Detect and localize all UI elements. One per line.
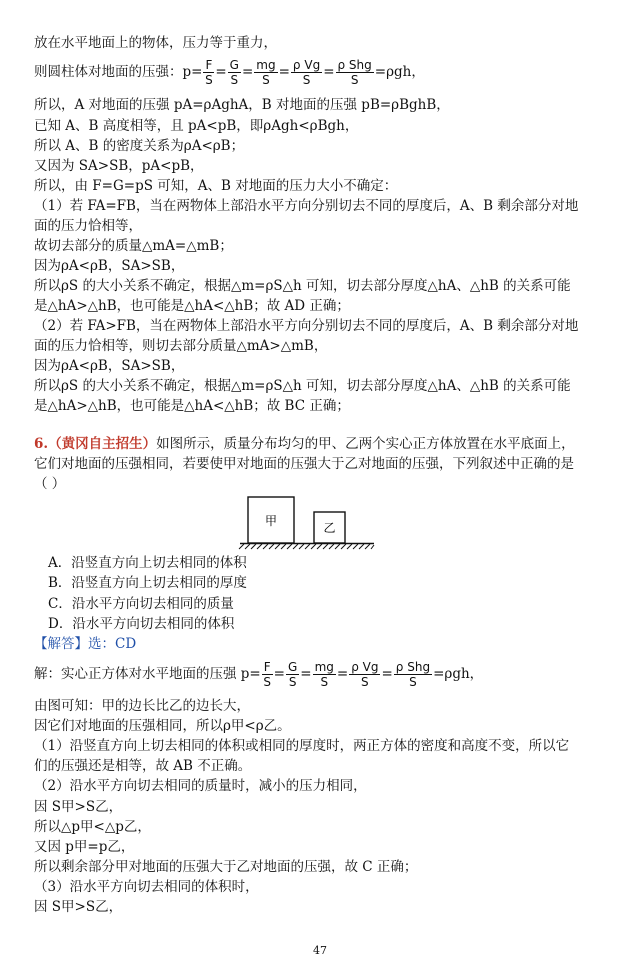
fraction: $\frac{F}{S}$: [205, 58, 213, 87]
option-b: B．沿竖直方向上切去相同的厚度: [48, 575, 247, 591]
solution-line: （2）沿水平方向切去相同的质量时，减小的压力相同，: [34, 778, 367, 794]
cubes-diagram: [236, 494, 378, 550]
text-line: 放在水平地面上的物体，压力等于重力，: [34, 35, 277, 51]
solution-line: 所以△p甲<△p乙，: [34, 819, 151, 835]
answer-bracket: （ ）: [34, 476, 66, 492]
answer-line: [34, 635, 136, 653]
question-text: 它们对地面的压强相同，若要使甲对地面的压强大于乙对地面的压强，下列叙述中正确的是: [34, 456, 574, 472]
option-d: D．沿水平方向切去相同的体积: [48, 616, 235, 632]
text-line: 又因为 SA>SB，pA<pB，: [34, 158, 204, 174]
fraction: $\frac{\text{ρ Vg}}{S}$: [351, 660, 379, 689]
question-number: 6.: [34, 436, 49, 452]
text-line: 因为ρA<ρB，SA>SB，: [34, 358, 185, 374]
text-line: 所以ρS 的大小关系不确定，根据△m=ρS△h 可知，切去部分厚度△hA、△hB 的关系可能: [34, 378, 571, 394]
solution-line: （3）沿水平方向切去相同的体积时，: [34, 879, 259, 895]
solution-line: 因 S甲>S乙，: [34, 899, 123, 915]
solution-line: 又因 p甲=p乙，: [34, 839, 135, 855]
page-number: 47: [313, 944, 327, 957]
ground-hatch: [239, 544, 374, 549]
formula-line-pressure: 则圆柱体对地面的压强：p= $\frac{F}{S}$ = $\frac{G}{S}$ = $\frac{mg}{S}$ = $\frac{\text{ρ Vg}}{S}$ = $\frac{\text{ρ Shg}}{S}$ =ρgh，: [34, 58, 425, 87]
text-line: 所以ρS 的大小关系不确定，根据△m=ρS△h 可知，切去部分厚度△hA、△hB 的关系可能: [34, 278, 571, 294]
text-line: 是△hA>△hB，也可能是△hA<△hB；故 AD 正确；: [34, 298, 350, 314]
solution-formula-line: 解：实心正方体对水平地面的压强 p= $\frac{F}{S}$ = $\frac{G}{S}$ = $\frac{mg}{S}$ = $\frac{\text{ρ Vg}}{S}$ = $\frac{\text{ρ Shg}}{S}$ =ρgh，: [34, 660, 484, 689]
fraction: $\frac{\text{ρ Vg}}{S}$: [292, 58, 321, 87]
fraction: $\frac{\text{ρ Shg}}{S}$: [395, 660, 431, 689]
solution-line: 们的压强还是相等，故 AB 不正确。: [34, 758, 252, 774]
formula-suffix: =ρgh，: [433, 666, 484, 682]
answer-choice: 选：CD: [88, 636, 137, 652]
solution-line: 由图可知：甲的边长比乙的边长大，: [34, 698, 250, 714]
solution-line: （1）沿竖直方向上切去相同的体积或相同的厚度时，两正方体的密度和高度不变，所以它: [34, 738, 570, 754]
text-line: 因为ρA<ρB，SA>SB，: [34, 258, 185, 274]
text-line: 是△hA>△hB，也可能是△hA<△hB；故 BC 正确；: [34, 398, 350, 414]
question-text: 如图所示，质量分布均匀的甲、乙两个实心正方体放置在水平底面上，: [156, 436, 575, 452]
option-a: A．沿竖直方向上切去相同的体积: [48, 555, 247, 571]
question-source: （黄冈自主招生）: [48, 436, 157, 452]
fraction: $\frac{F}{S}$: [263, 660, 272, 689]
text-line: （2）若 FA>FB，当在两物体上部沿水平方向分别切去不同的厚度后，A、B 剩余部分对地: [34, 318, 579, 334]
text-line: 已知 A、B 高度相等，且 pA<pB，即ρAgh<ρBgh，: [34, 118, 359, 134]
text-line: 所以 A、B 的密度关系为ρA<ρB；: [34, 138, 245, 154]
question-stem: [34, 435, 575, 453]
text-line: 所以，由 F=G=pS 可知，A、B 对地面的压力大小不确定：: [34, 178, 398, 194]
fraction: $\frac{G}{S}$: [287, 660, 298, 689]
text-line: 面的压力恰相等，: [34, 218, 142, 234]
fraction: $\frac{mg}{S}$: [256, 58, 276, 87]
formula-prefix: 解：实心正方体对水平地面的压强 p=: [34, 666, 261, 682]
solution-line: 因它们对地面的压强相同，所以ρ甲<ρ乙。: [34, 718, 291, 734]
solution-line: 因 S甲>S乙，: [34, 799, 123, 815]
fraction: $\frac{mg}{S}$: [314, 660, 334, 689]
text-line: 面的压力恰相等，则切去部分质量△mA>△mB，: [34, 338, 328, 354]
option-c: C．沿水平方向切去相同的质量: [48, 596, 234, 612]
text-line: 所以，A 对地面的压强 pA=ρAghA，B 对地面的压强 pB=ρBghB，: [34, 97, 450, 113]
solution-line: 所以剩余部分甲对地面的压强大于乙对地面的压强，故 C 正确；: [34, 859, 418, 875]
cube-jia-label: 甲: [264, 514, 278, 528]
text-line: （1）若 FA=FB，当在两物体上部沿水平方向分别切去不同的厚度后，A、B 剩余部分对地: [34, 198, 579, 214]
fraction: $\frac{G}{S}$: [229, 58, 239, 87]
fraction: $\frac{\text{ρ Shg}}{S}$: [337, 58, 372, 87]
formula-suffix: =ρgh，: [374, 64, 425, 80]
text-line: 故切去部分的质量△mA=△mB；: [34, 238, 233, 254]
formula-prefix: 则圆柱体对地面的压强：p=: [34, 64, 203, 80]
cube-yi-label: 乙: [323, 521, 336, 535]
answer-tag: 【解答】: [34, 636, 88, 652]
